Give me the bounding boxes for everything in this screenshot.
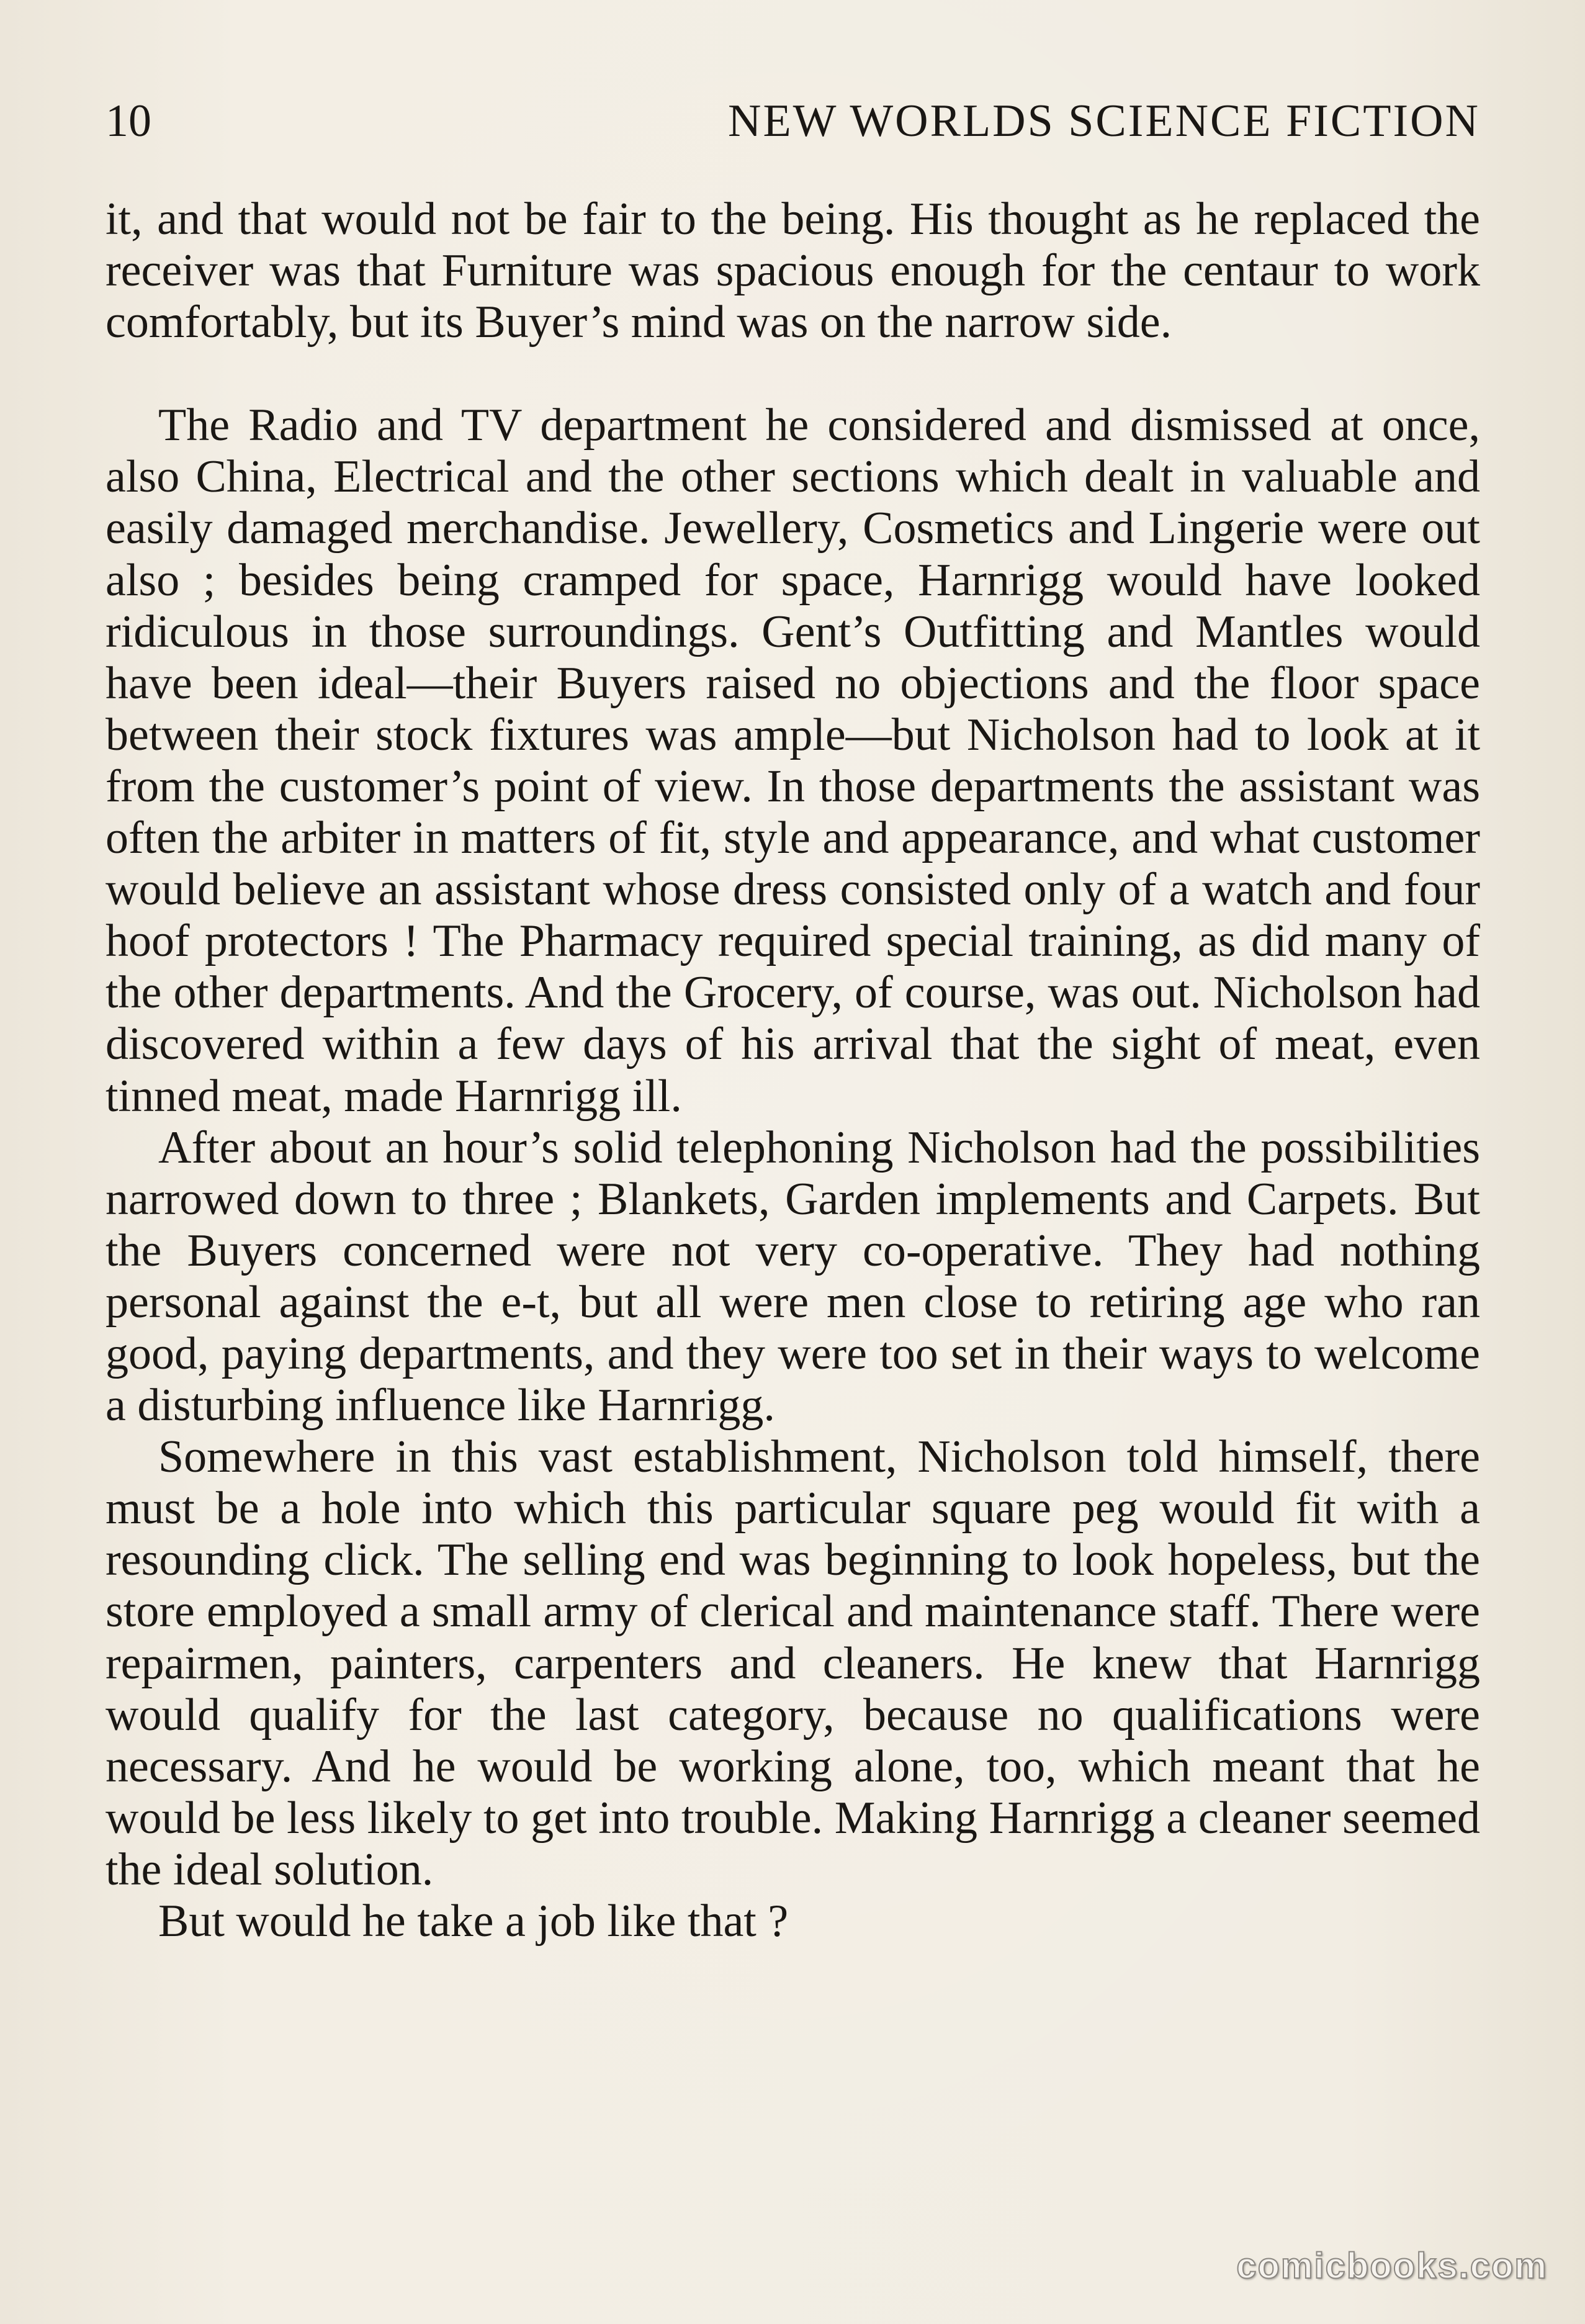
body-text [106,194,1480,1947]
paragraph: After about an hour’s solid telephoning Nicholson had the possibilities narrowed down to three ; Blankets, Garden implements and Carpets. But the Buyers concerned were not very co-operative. They had nothing personal against the e-t, but all were men close to retiring age who ran good, paying departments, and they were too set in their ways to welcome a disturbing influence like Harnrigg. [106,1122,1480,1431]
paragraph: But would he take a job like that ? [158,1896,789,1947]
paragraph: Somewhere in this vast establishment, Nicholson told himself, there must be a hole into which this particular square peg would fit with a resounding click. The selling end was beginning to look hopeless, but the store employed a small army of clerical and maintenance staff. There were repairmen, painters, carpenters and cleaners. He knew that Harnrigg would qualify for the last category, because no qualifications were necessary. And he would be working alone, too, which meant that he would be less likely to get into trouble. Making Harnrigg a cleaner seemed the ideal solution. [106,1431,1480,1895]
running-head: NEW WORLDS SCIENCE FICTION [728,96,1480,146]
page-number: 10 [106,96,151,146]
watermark-logo: comicbooks.com [1236,2246,1548,2286]
page-header [106,93,1480,149]
paragraph: The Radio and TV department he considered and dismissed at once, also China, Electrical and the other sections which dealt in valuable and easily damaged merchandise. Jewellery, Cosmetics and Lingerie were out also ; besides being cramped for space, Harnrigg would have looked ridiculous in those surroundings. Gent’s Outfitting and Mantles would have been ideal—their Buyers raised no objections and the floor space between their stock fixtures was ample—but Nicholson had to look at it from the customer’s point of view. In those departments the assistant was often the arbiter in matters of fit, style and appearance, and what customer would believe an assistant whose dress consisted only of a watch and four hoof protectors ! The Pharmacy required special training, as did many of the other departments. And the Grocery, of course, was out. Nicholson had discovered within a few days of his arrival that the sight of meat, even tinned meat, made Harnrigg ill. [106,400,1480,1122]
paragraph-continued: it, and that would not be fair to the being. His thought as he replaced the receiver was that Furniture was spacious enough for the centaur to work comfortably, but its Buyer’s mind was on the narrow side. [106,194,1480,348]
